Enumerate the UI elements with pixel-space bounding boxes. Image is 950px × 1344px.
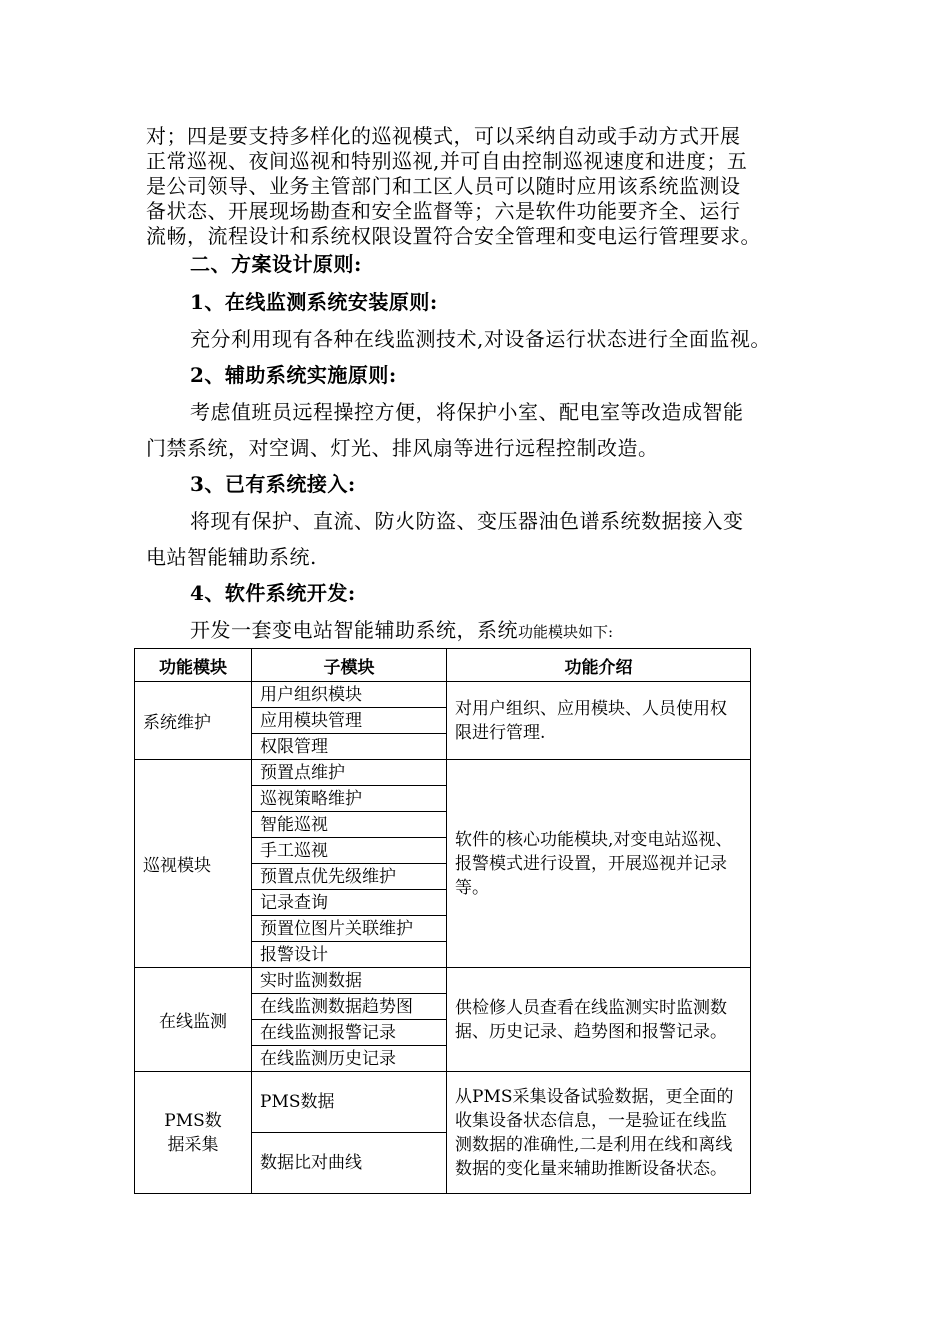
submodule-cell: 预置位图片关联维护 (252, 916, 447, 942)
principle-3-heading: 3、已有系统接入: (190, 472, 356, 496)
table-header-row (135, 649, 751, 682)
principle-2-text: 考虑值班员远程操控方便，将保护小室、配电室等改造成智能 (190, 400, 744, 424)
table-row (135, 760, 751, 786)
principle-1-heading: 1、在线监测系统安装原则: (190, 290, 438, 314)
submodule-cell: 巡视策略维护 (252, 786, 447, 812)
header-description: 功能介绍 (447, 649, 751, 682)
principle-4-text (190, 614, 613, 643)
header-module: 功能模块 (135, 649, 252, 682)
header-submodule: 子模块 (252, 649, 447, 682)
submodule-cell: 用户组织模块 (252, 682, 447, 708)
principle-4-heading: 4、软件系统开发: (190, 581, 356, 605)
section-heading: 二、方案设计原则: (190, 252, 362, 276)
table-row (135, 682, 751, 708)
submodule-cell: 实时监测数据 (252, 968, 447, 994)
table-row (135, 1072, 751, 1133)
submodule-cell: 在线监测数据趋势图 (252, 994, 447, 1020)
principle-2-text: 门禁系统，对空调、灯光、排风扇等进行远程控制改造。 (146, 436, 659, 460)
intro-paragraph (146, 124, 810, 249)
module-name: PMS数据采集 (135, 1072, 252, 1194)
intro-line: 对；四是要支持多样化的巡视模式，可以采纳自动或手动方式开展 (146, 124, 741, 148)
submodule-cell: 应用模块管理 (252, 708, 447, 734)
module-name: 在线监测 (135, 968, 252, 1072)
submodule-cell: 预置点维护 (252, 760, 447, 786)
module-name: 巡视模块 (135, 760, 252, 968)
principle-3-text: 将现有保护、直流、防火防盗、变压器油色谱系统数据接入变 (190, 509, 744, 533)
submodule-cell: PMS数据 (252, 1072, 447, 1133)
module-description: 从PMS采集设备试验数据，更全面的收集设备状态信息，一是验证在线监测数据的准确性,二是利用在线和离线数据的变化量来辅助推断设备状态。 (447, 1072, 751, 1194)
module-name: 系统维护 (135, 682, 252, 760)
submodule-cell: 在线监测报警记录 (252, 1020, 447, 1046)
principle-2-heading: 2、辅助系统实施原则: (190, 363, 397, 387)
submodule-cell: 权限管理 (252, 734, 447, 760)
principle-3-text: 电站智能辅助系统. (146, 545, 317, 569)
principle-4-text-main: 开发一套变电站智能辅助系统，系统 (190, 618, 518, 642)
intro-line: 备状态、开展现场勘查和安全监督等；六是软件功能要齐全、运行 (146, 199, 741, 223)
module-description: 供检修人员查看在线监测实时监测数据、历史记录、趋势图和报警记录。 (447, 968, 751, 1072)
function-module-table (134, 648, 751, 1194)
submodule-cell: 智能巡视 (252, 812, 447, 838)
module-description: 对用户组织、应用模块、人员使用权限进行管理. (447, 682, 751, 760)
intro-line: 是公司领导、业务主管部门和工区人员可以随时应用该系统监测设 (146, 174, 741, 198)
submodule-cell: 报警设计 (252, 942, 447, 968)
principle-1-text: 充分利用现有各种在线监测技术,对设备运行状态进行全面监视。 (190, 327, 771, 351)
submodule-cell: 预置点优先级维护 (252, 864, 447, 890)
submodule-cell: 手工巡视 (252, 838, 447, 864)
intro-line: 流畅，流程设计和系统权限设置符合安全管理和变电运行管理要求。 (146, 224, 761, 248)
submodule-cell: 在线监测历史记录 (252, 1046, 447, 1072)
module-description: 软件的核心功能模块,对变电站巡视、报警模式进行设置，开展巡视并记录等。 (447, 760, 751, 968)
intro-line: 正常巡视、夜间巡视和特别巡视,并可自由控制巡视速度和进度；五 (146, 149, 748, 173)
principle-4-text-small: 功能模块如下: (518, 623, 614, 641)
submodule-cell: 数据比对曲线 (252, 1133, 447, 1194)
table-row (135, 968, 751, 994)
submodule-cell: 记录查询 (252, 890, 447, 916)
